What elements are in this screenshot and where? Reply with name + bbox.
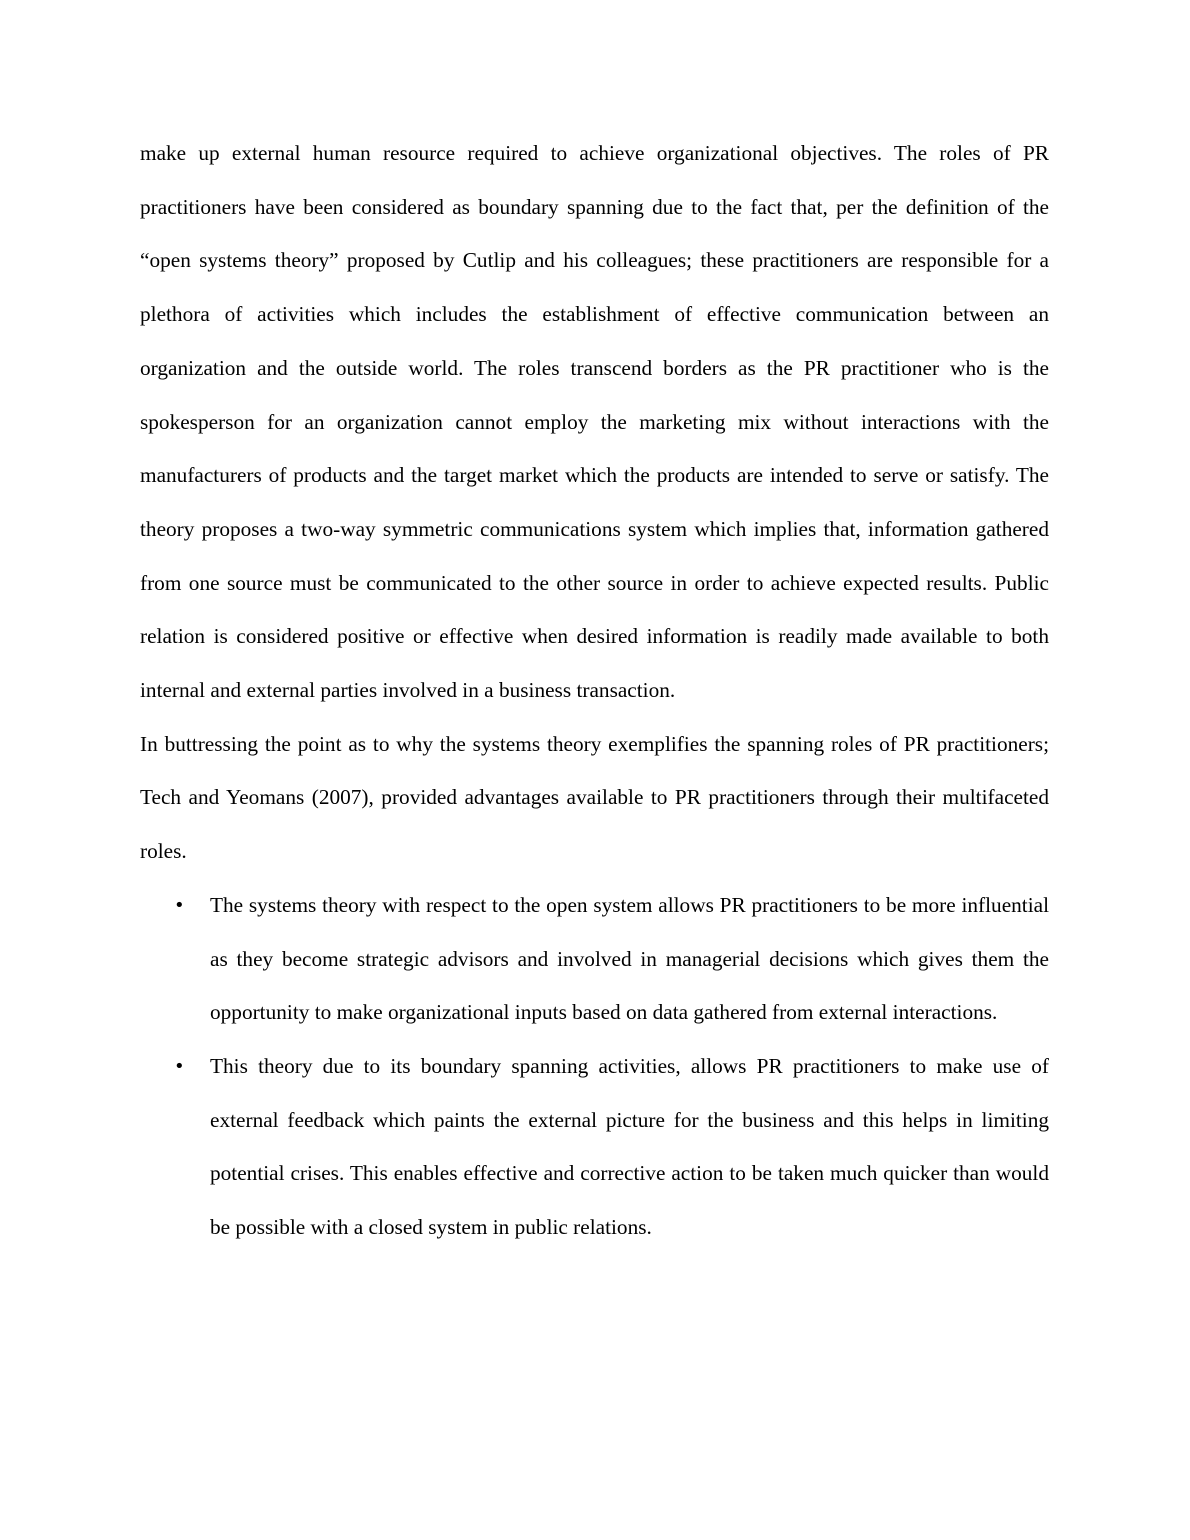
paragraph-buttressing-point: In buttressing the point as to why the systems theory exemplifies the spanning roles of PR practitioners; Tech and Yeomans (2007), provided advantages available to PR practitioners through their multifaceted roles.: [140, 731, 1049, 864]
bullet-text: The systems theory with respect to the open system allows PR practitioners to be more influential as they become strategic advisors and involved in managerial decisions which gives them the opportunity to make organizational inputs based on data gathered from external interactions.: [210, 892, 1049, 1025]
advantages-bullet-list: [140, 879, 1049, 1255]
list-item: [140, 879, 1049, 1040]
bullet-dot-icon: •: [174, 1055, 185, 1077]
document-body: [140, 127, 1049, 1255]
bullet-dot-icon: •: [174, 894, 185, 916]
bullet-text: This theory due to its boundary spanning activities, allows PR practitioners to make use of external feedback which paints the external picture for the business and this helps in limiting potential crises. This enables effective and corrective action to be taken much quicker than would be possible with a closed system in public relations.: [210, 1053, 1049, 1240]
paragraph-open-systems-theory: make up external human resource required to achieve organizational objectives. The roles of PR practitioners have been considered as boundary spanning due to the fact that, per the definition of the “open systems theory” proposed by Cutlip and his colleagues; these practitioners are responsible for a plethora of activities which includes the establishment of effective communication between an organization and the outside world. The roles transcend borders as the PR practitioner who is the spokesperson for an organization cannot employ the marketing mix without interactions with the manufacturers of products and the target market which the products are intended to serve or satisfy. The theory proposes a two-way symmetric communications system which implies that, information gathered from one source must be communicated to the other source in order to achieve expected results. Public relation is considered positive or effective when desired information is readily made available to both internal and external parties involved in a business transaction.: [140, 141, 1049, 703]
list-item: [140, 1040, 1049, 1255]
